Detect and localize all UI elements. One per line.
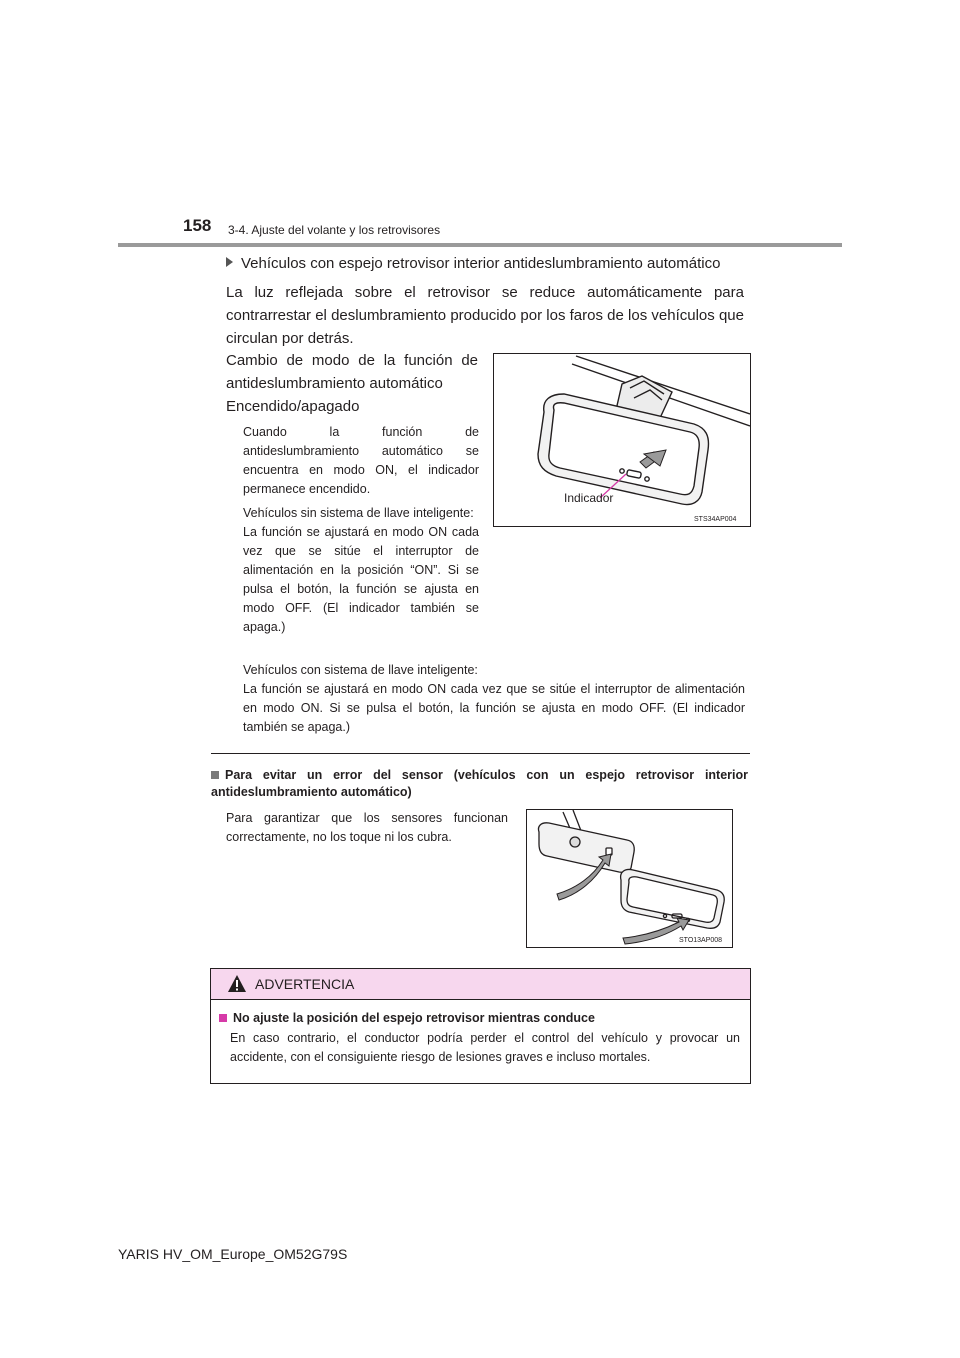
smart-key-label: Vehículos con sistema de llave inteligente:	[243, 663, 478, 677]
square-bullet-icon	[211, 771, 219, 779]
warning-item-heading	[219, 1011, 741, 1025]
no-smart-key-block	[243, 504, 479, 637]
intro-paragraph: La luz reflejada sobre el retrovisor se reduce automáticamente para contrarrestar el deslumbramiento producido por los faros de los vehículos que circulan por detrás.	[226, 284, 744, 347]
figure-sensor-locations	[526, 809, 733, 948]
sensor-heading-text: Para evitar un error del sensor (vehículos con un espejo retrovisor interior antideslumbramiento automático)	[211, 768, 748, 799]
warning-triangle-icon	[227, 974, 247, 993]
subsection-heading-text: Vehículos con espejo retrovisor interior antideslumbramiento automático	[241, 255, 721, 272]
footer-doc-id: YARIS HV_OM_Europe_OM52G79S	[118, 1246, 348, 1262]
mirror-illustration	[494, 354, 750, 526]
header-rule	[118, 243, 842, 247]
sensor-body: Para garantizar que los sensores funcionan correctamente, no los toque ni los cubra.	[226, 811, 508, 844]
smart-key-block	[243, 661, 745, 737]
figure2-code: STO13AP008	[679, 937, 723, 944]
figure1-code: STS34AP004	[694, 516, 737, 523]
smart-key-body: La función se ajustará en modo ON cada vez que se sitúe el interruptor de alimentación en modo ON. Si se pulsa el botón, la función se ajusta en modo OFF. (El indicador también se apaga.)	[243, 682, 745, 734]
warning-bullet-icon	[219, 1014, 227, 1022]
section-separator	[211, 753, 750, 754]
triangle-bullet-icon	[226, 257, 233, 267]
sensor-illustration	[527, 810, 732, 947]
page-number: 158	[183, 216, 212, 235]
warning-header	[211, 969, 750, 1000]
warning-item-heading-text: No ajuste la posición del espejo retrovisor mientras conduce	[233, 1011, 595, 1025]
warning-box	[210, 968, 751, 1084]
mode-heading: Cambio de modo de la función de antideslumbramiento automático	[226, 352, 478, 392]
no-smart-key-label: Vehículos sin sistema de llave inteligente:	[243, 506, 474, 520]
indicator-callout: Indicador	[564, 491, 614, 505]
section-title: 3-4. Ajuste del volante y los retrovisores	[228, 223, 441, 237]
figure-mirror-indicator	[493, 353, 751, 527]
subsection-heading	[226, 255, 720, 272]
warning-item-body: En caso contrario, el conductor podría perder el control del vehículo y provocar un accidente, con el consiguiente riesgo de lesiones graves e incluso mortales.	[230, 1031, 740, 1064]
warning-title: ADVERTENCIA	[255, 976, 355, 992]
sensor-heading	[211, 767, 748, 801]
on-off-heading: Encendido/apagado	[226, 398, 360, 415]
on-paragraph: Cuando la función de antideslumbramiento automático se encuentra en modo ON, el indicador permanece encendido.	[243, 425, 479, 496]
no-smart-key-body: La función se ajustará en modo ON cada vez que se sitúe el interruptor de alimentación en la posición “ON”. Si se pulsa el botón, la función se ajusta en modo OFF. (El indicador también se apaga.)	[243, 525, 479, 634]
